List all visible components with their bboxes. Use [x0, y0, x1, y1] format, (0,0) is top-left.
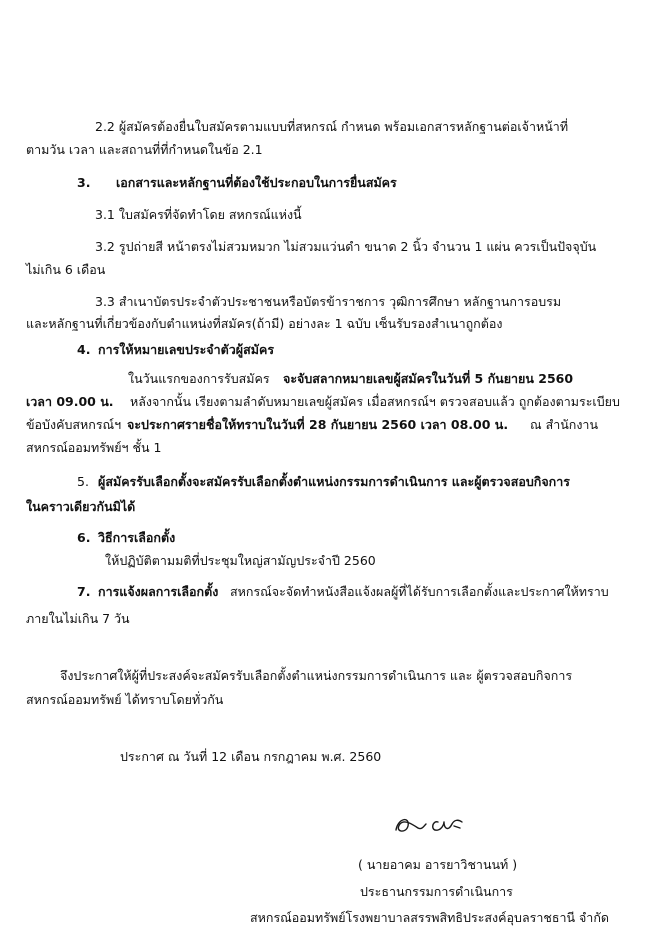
signer-name: ( นายอาคม อารยาวิชานนท์ ): [358, 857, 518, 872]
section-3-title: เอกสารและหลักฐานที่ต้องใช้ประกอบในการยื่นสมัคร: [116, 175, 397, 190]
section-7-title: การแจ้งผลการเลือกตั้ง: [98, 584, 219, 599]
section-4-line4: สหกรณ์ออมทรัพย์ฯ ชั้น 1: [26, 440, 162, 455]
section-4-line2-normal: หลังจากนั้น เรียงตามลำดับหมายเลขผู้สมัคร เมื่อสหกรณ์ฯ ตรวจสอบแล้ว ถูกต้องตามระเบียบ: [130, 394, 620, 409]
section-7-line1: สหกรณ์จะจัดทำหนังสือแจ้งผลผู้ที่ได้รับการเลือกตั้งและประกาศให้ทราบ: [230, 584, 609, 599]
section-5-line1: ผู้สมัครรับเลือกตั้งจะสมัครรับเลือกตั้งตำแหน่งกรรมการดำเนินการ และผู้ตรวจสอบกิจการ: [98, 474, 570, 489]
para-2-2-line2: ตามวัน เวลา และสถานที่ที่กำหนดในข้อ 2.1: [26, 142, 263, 157]
section-7-number: 7.: [77, 584, 91, 599]
section-4-line2-bold: เวลา 09.00 น.: [26, 394, 114, 409]
section-6-body: ให้ปฏิบัติตามมติที่ประชุมใหญ่สามัญประจำปี 2560: [105, 553, 376, 568]
section-4-line1-normal: ในวันแรกของการรับสมัคร: [128, 371, 270, 386]
signer-organization: สหกรณ์ออมทรัพย์โรงพยาบาลสรรพสิทธิประสงค์อุบลราชธานี จำกัด: [250, 910, 610, 925]
section-7-line2: ภายในไม่เกิน 7 วัน: [26, 611, 130, 626]
closing-line1: จึงประกาศให้ผู้ที่ประสงค์จะสมัครรับเลือกตั้งตำแหน่งกรรมการดำเนินการ และ ผู้ตรวจสอบกิจการ: [60, 668, 573, 683]
section-4-line1-bold: จะจับสลากหมายเลขผู้สมัครในวันที่ 5 กันยายน 2560: [283, 371, 574, 386]
section-4-line3-normal: ข้อบังคับสหกรณ์ฯ: [26, 417, 122, 432]
closing-line2: สหกรณ์ออมทรัพย์ ได้ทราบโดยทั่วกัน: [26, 692, 224, 707]
section-5-number: 5.: [77, 474, 89, 489]
section-4-line3-bold: จะประกาศรายชื่อให้ทราบในวันที่ 28 กันยายน 2560 เวลา 08.00 น.: [127, 417, 509, 432]
announce-date: ประกาศ ณ วันที่ 12 เดือน กรกฎาคม พ.ศ. 2560: [120, 749, 382, 764]
item-3-2-line2: ไม่เกิน 6 เดือน: [26, 262, 106, 277]
item-3-1: 3.1 ใบสมัครที่จัดทำโดย สหกรณ์แห่งนี้: [95, 207, 302, 222]
signer-position: ประธานกรรมการดำเนินการ: [360, 884, 513, 899]
section-6-title: วิธีการเลือกตั้ง: [98, 530, 176, 545]
item-3-3-line1: 3.3 สำเนาบัตรประจำตัวประชาชนหรือบัตรข้าราชการ วุฒิการศึกษา หลักฐานการอบรม: [95, 294, 562, 309]
section-4-line3-tail: ณ สำนักงาน: [530, 417, 598, 432]
para-2-2-line1: 2.2 ผู้สมัครต้องยื่นใบสมัครตามแบบที่สหกรณ์ กำหนด พร้อมเอกสารหลักฐานต่อเจ้าหน้าที่: [95, 119, 569, 134]
section-4-title: การให้หมายเลขประจำตัวผู้สมัคร: [98, 342, 275, 357]
item-3-2-line1: 3.2 รูปถ่ายสี หน้าตรงไม่สวมหมวก ไม่สวมแว่นดำ ขนาด 2 นิ้ว จำนวน 1 แผ่น ควรเป็นปัจจุบัน: [95, 239, 597, 254]
section-4-number: 4.: [77, 342, 91, 357]
section-5-line2: ในคราวเดียวกันมิได้: [26, 499, 136, 514]
item-3-3-line2: และหลักฐานที่เกี่ยวข้องกับตำแหน่งที่สมัคร(ถ้ามี) อย่างละ 1 ฉบับ เซ็นรับรองสำเนาถูกต้อง: [26, 316, 503, 331]
signature-mark: [388, 810, 484, 838]
section-6-number: 6.: [77, 530, 91, 545]
section-3-number: 3.: [77, 175, 91, 190]
